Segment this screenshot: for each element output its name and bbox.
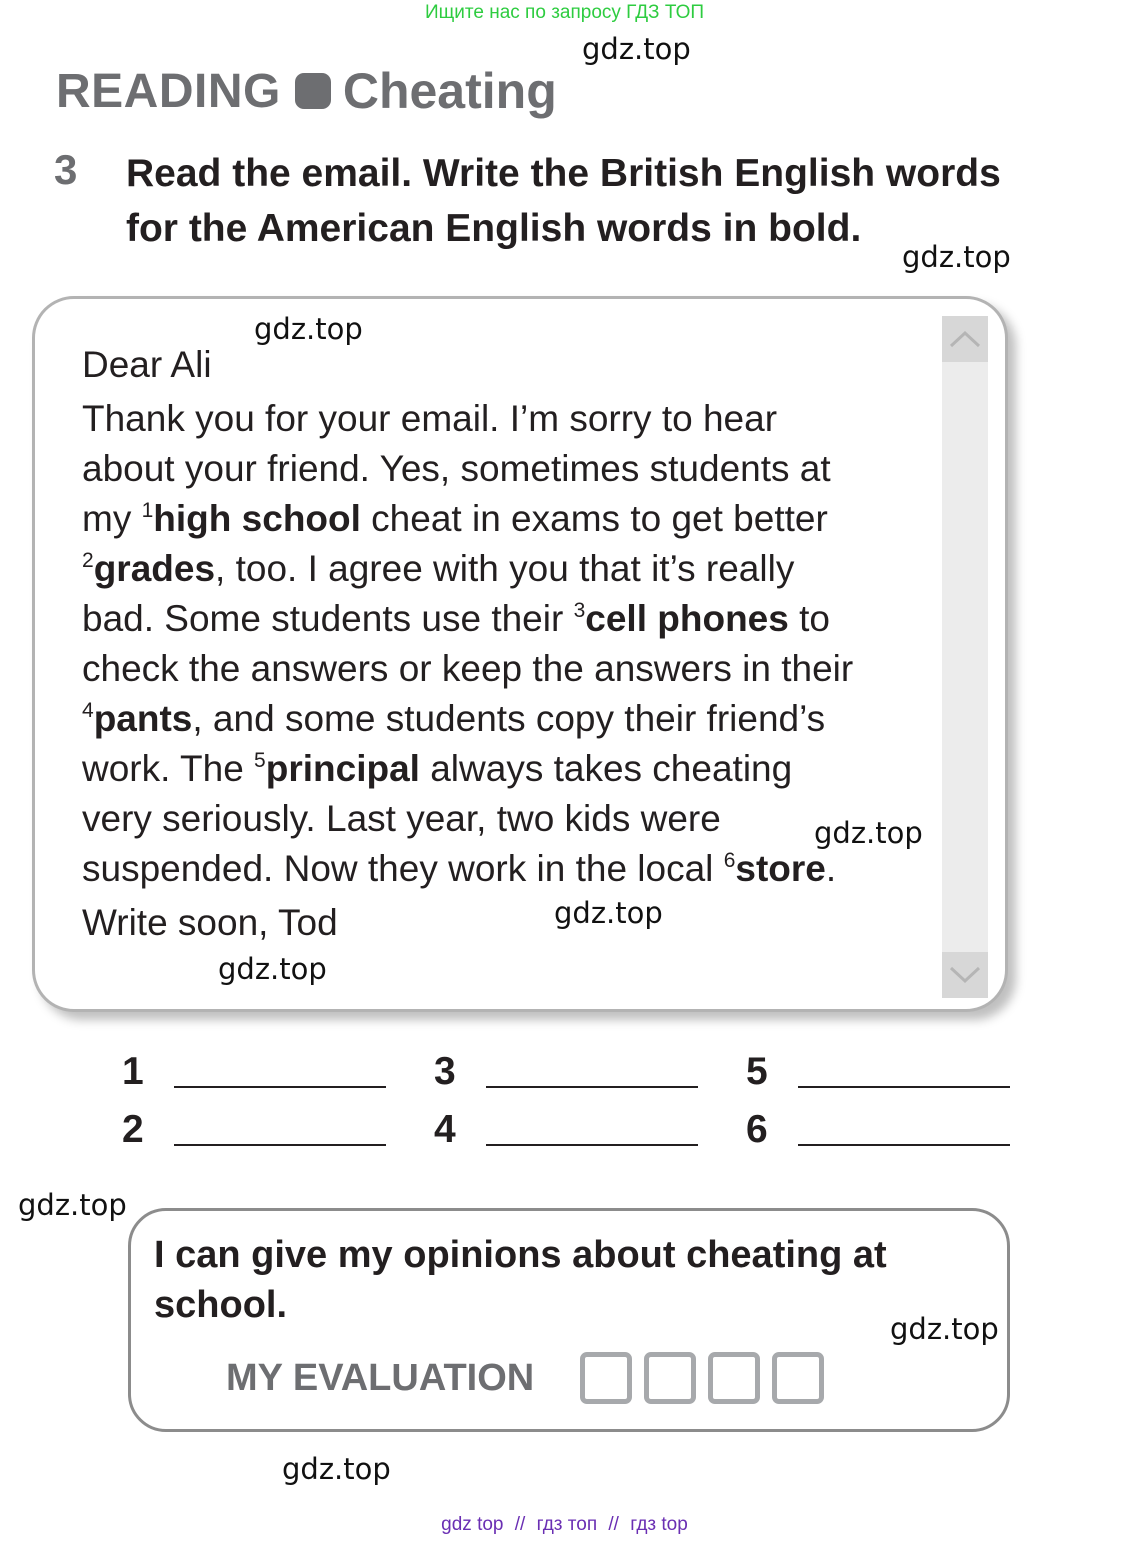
email-greeting: Dear Ali: [82, 344, 212, 385]
bold-word: high school: [153, 498, 361, 539]
email-line: about your friend. Yes, sometimes students at: [82, 448, 831, 489]
watermark: gdz.top: [254, 312, 363, 346]
evaluation-row: [226, 1352, 836, 1404]
evaluation-checkbox[interactable]: [644, 1352, 696, 1404]
email-line: check the answers or keep the answers in their: [82, 648, 854, 689]
answer-blank[interactable]: [798, 1144, 1010, 1146]
email-line: very seriously. Last year, two kids were: [82, 798, 721, 839]
bold-word: pants: [93, 698, 193, 739]
scrollbar[interactable]: [942, 316, 988, 998]
answer-item: [746, 1050, 1010, 1094]
topic-title: Cheating: [342, 63, 557, 119]
footer-link[interactable]: гдз top: [630, 1514, 688, 1535]
word-number: 5: [254, 749, 266, 772]
footer-link[interactable]: gdz top: [441, 1514, 504, 1535]
email-line: suspended. Now they work in the local $^6$store.: [82, 848, 837, 889]
top-banner: Ищите нас по запросу ГДЗ ТОП: [424, 2, 705, 23]
evaluation-checkbox[interactable]: [772, 1352, 824, 1404]
email-signoff: Write soon, Tod: [82, 902, 338, 943]
email-line: $^2$grades, too. I agree with you that it’s really: [82, 548, 795, 589]
bold-word: cell phones: [585, 598, 789, 639]
evaluation-checkbox[interactable]: [708, 1352, 760, 1404]
answer-number: 3: [434, 1050, 456, 1093]
email-body: [82, 342, 932, 948]
can-do-statement: [154, 1230, 954, 1330]
section-title: [56, 62, 557, 120]
watermark: gdz.top: [814, 816, 923, 850]
task-number: 3: [54, 146, 78, 193]
can-do-line: school.: [154, 1284, 288, 1326]
word-number: 2: [82, 549, 94, 572]
watermark: gdz.top: [890, 1312, 999, 1346]
answer-blank[interactable]: [486, 1086, 698, 1088]
answer-number: 1: [122, 1050, 144, 1093]
answer-blank[interactable]: [174, 1086, 386, 1088]
section-label: READING: [56, 64, 281, 118]
answer-number: 5: [746, 1050, 768, 1093]
email-line: Thank you for your email. I’m sorry to hear: [82, 398, 778, 439]
watermark: gdz.top: [582, 32, 691, 66]
watermark: gdz.top: [18, 1188, 127, 1222]
watermark: gdz.top: [554, 896, 663, 930]
word-number: 3: [573, 599, 586, 622]
word-number: 1: [141, 499, 154, 522]
chevron-down-icon: [948, 965, 982, 985]
can-do-line: I can give my opinions about cheating at: [154, 1234, 887, 1276]
word-number: 4: [82, 699, 94, 722]
answer-item: [434, 1050, 698, 1094]
footer-link[interactable]: гдз топ: [536, 1514, 598, 1535]
answer-blank[interactable]: [798, 1086, 1010, 1088]
watermark: gdz.top: [902, 240, 1011, 274]
footer-separator: //: [608, 1514, 619, 1535]
answer-blank[interactable]: [486, 1144, 698, 1146]
watermark: gdz.top: [282, 1452, 391, 1486]
scroll-up-button[interactable]: [942, 316, 988, 362]
word-number: 6: [723, 849, 736, 872]
answer-number: 6: [746, 1108, 768, 1151]
email-line: bad. Some students use their $^3$cell phones to: [82, 598, 830, 639]
footer: [0, 1514, 1129, 1536]
answer-item: [746, 1108, 1010, 1152]
instruction-line: Read the email. Write the British English words: [126, 152, 1001, 195]
answer-item: [434, 1108, 698, 1152]
bold-word: grades: [93, 548, 216, 589]
evaluation-checkbox[interactable]: [580, 1352, 632, 1404]
answer-item: [122, 1108, 386, 1152]
bold-word: principal: [265, 748, 420, 789]
email-line: work. The $^5$principal always takes cheating: [82, 748, 793, 789]
scroll-down-button[interactable]: [942, 952, 988, 998]
answer-number: 4: [434, 1108, 456, 1151]
email-line: $^4$pants, and some students copy their friend’s: [82, 698, 826, 739]
answer-blank[interactable]: [174, 1144, 386, 1146]
instruction-line: for the American English words in bold.: [126, 207, 862, 250]
watermark: gdz.top: [218, 952, 327, 986]
evaluation-label: MY EVALUATION: [226, 1356, 535, 1399]
footer-separator: //: [514, 1514, 526, 1535]
answer-number: 2: [122, 1108, 144, 1151]
email-line: my $^1$high school cheat in exams to get better: [82, 498, 828, 539]
chevron-up-icon: [948, 329, 982, 349]
square-icon: [295, 73, 331, 109]
answer-item: [122, 1050, 386, 1094]
bold-word: store: [735, 848, 826, 889]
